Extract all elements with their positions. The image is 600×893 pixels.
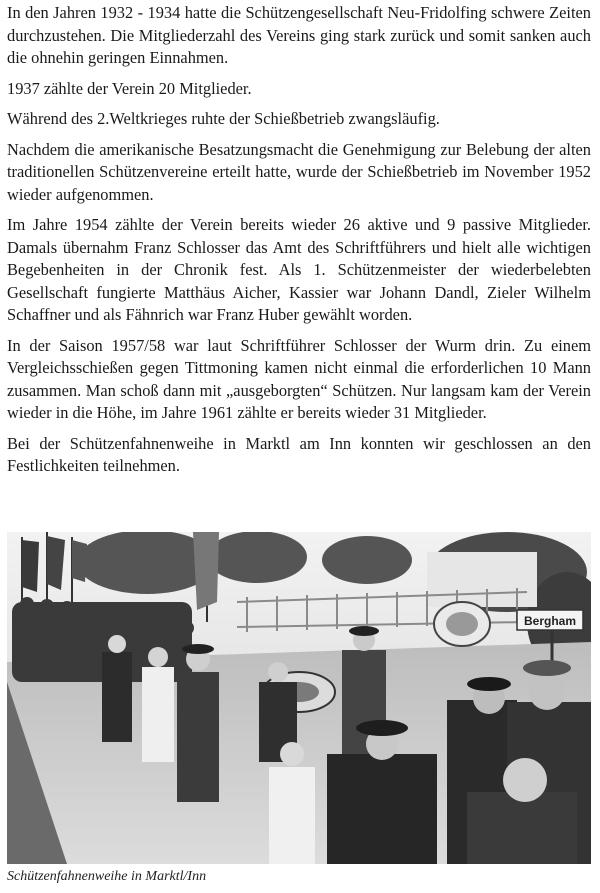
paragraph-6: In der Saison 1957/58 war laut Schriftführer Schlosser der Wurm drin. Zu einem Vergleichsschießen gegen Tittmoning kamen nicht einmal die erforderlichen 10 Mann zusammen. Man schoß dann mit „ausgeborgten“ Schützen. Nur langsam kam der Verein wieder in die Höhe, im Jahre 1961 zählte er bereits wieder 31 Mitglieder. [7,335,591,422]
paragraph-2: 1937 zählte der Verein 20 Mitglieder. [7,78,252,98]
paragraph-3: Während des 2.Weltkrieges ruhte der Schießbetrieb zwangsläufig. [7,109,440,128]
photo-illustration [7,532,591,864]
paragraph-1: In den Jahren 1932 - 1934 hatte die Schützengesellschaft Neu-Fridolfing schwere Zeiten durchzustehen. Die Mitgliederzahl des Vereins ging stark zurück und somit sanken auch die ohnehin geringen Einnahmen. [7,3,591,67]
paragraph-5: Im Jahre 1954 zählte der Verein bereits wieder 26 aktive und 9 passive Mitglieder. Damals übernahm Franz Schlosser das Amt des Schriftführers und hielt alle wichtigen Begebenheiten in der Chronik fest. Als 1. Schützenmeister der wiederbelebten Gesellschaft fungierte Matthäus Aicher, Kassier war Johann Dandl, Zieler Wilhelm Schaffner und als Fähnrich war Franz Huber gewählt worden. [7,215,591,324]
house [427,552,537,607]
paragraph-4: Nachdem die amerikanische Besatzungsmacht die Genehmigung zur Belebung der alten traditionellen Schützenvereine erteilt hatte, wurde der Schießbetrieb im November 1952 wieder aufgenommen. [7,139,591,204]
body-text [7,2,591,486]
parade-photo [7,532,591,864]
sign-label: Bergham [523,614,577,628]
paragraph-7: Bei der Schützenfahnenweihe in Marktl am Inn konnten wir geschlossen an den Festlichkeiten teilnehmen. [7,433,591,475]
photo-caption: Schützenfahnenweihe in Marktl/Inn [7,869,207,884]
